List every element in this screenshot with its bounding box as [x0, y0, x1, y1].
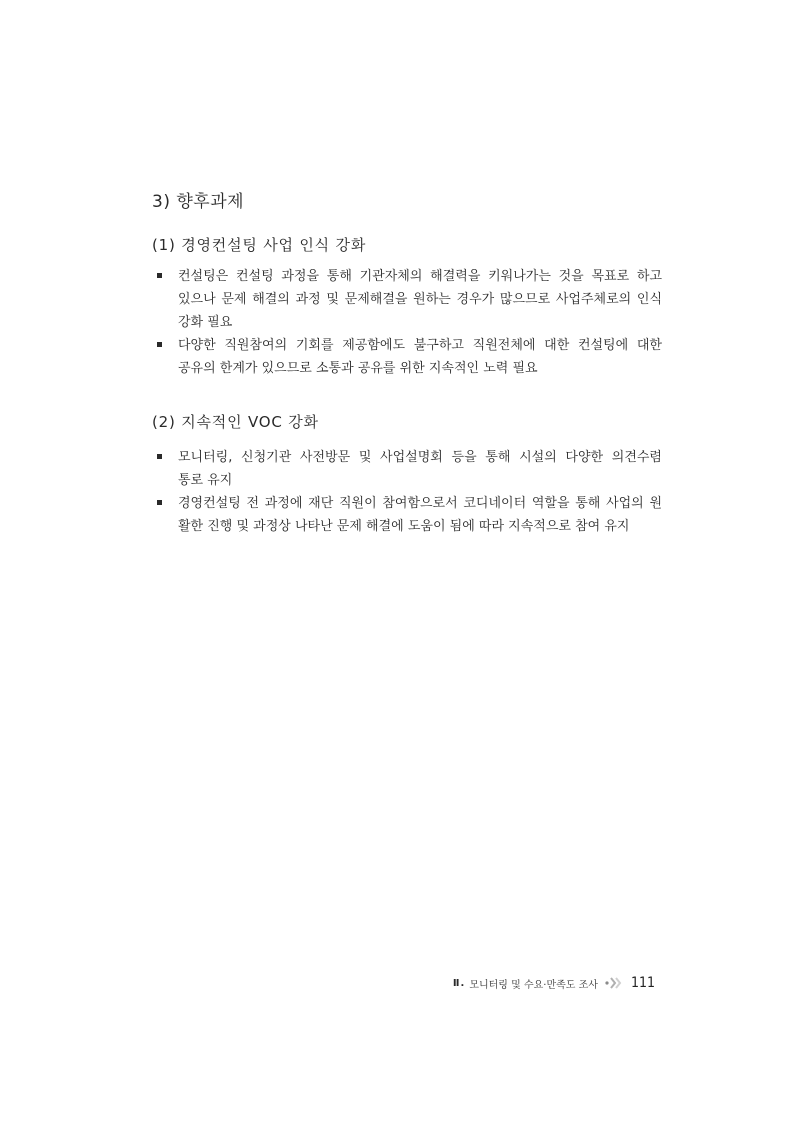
list-item-line: 활한 진행 및 과정상 나타난 문제 해결에 도움이 됨에 따라 지속적으로 참여 유지 — [178, 519, 630, 534]
list-item-line: 강화 필요 — [178, 315, 233, 330]
list-item-line: 공유의 한계가 있으므로 소통과 공유를 위한 지속적인 노력 필요 — [178, 361, 538, 376]
subsection-title: (2) 지속적인 VOC 강화 — [152, 413, 319, 431]
list-item — [152, 492, 662, 538]
page-number: 111 — [630, 975, 655, 991]
list-item — [152, 446, 662, 492]
section-title: 3) 향후과제 — [152, 192, 245, 212]
list-item-line: 통로 유지 — [178, 473, 233, 488]
bullet-icon — [157, 454, 162, 459]
double-chevron-right-icon — [604, 976, 624, 990]
bullet-list — [152, 446, 662, 538]
chapter-roman: Ⅱ. — [452, 977, 466, 989]
bullet-icon — [157, 273, 162, 278]
list-item — [152, 265, 662, 334]
list-item-line: 모니터링, 신청기관 사전방문 및 사업설명회 등을 통해 시설의 다양한 의견수렴 — [178, 450, 662, 465]
page-footer — [453, 972, 655, 994]
list-item — [152, 334, 662, 380]
list-item-line: 경영컨설팅 전 과정에 재단 직원이 참여함으로서 코디네이터 역할을 통해 사업의 원 — [178, 496, 662, 511]
subsection-title: (1) 경영컨설팅 사업 인식 강화 — [152, 236, 367, 254]
bullet-list — [152, 265, 662, 380]
list-item-line: 다양한 직원참여의 기회를 제공함에도 불구하고 직원전체에 대한 컨설팅에 대한 — [178, 338, 662, 353]
bullet-icon — [157, 342, 162, 347]
bullet-icon — [157, 500, 162, 505]
list-item-line: 컨설팅은 컨설팅 과정을 통해 기관자체의 해결력을 키워나가는 것을 목표로 하고 — [178, 269, 662, 284]
chapter-title: 모니터링 및 수요·만족도 조사 — [469, 979, 598, 991]
list-item-line: 있으나 문제 해결의 과정 및 문제해결을 원하는 경우가 많으므로 사업주체로의 인식 — [178, 292, 662, 307]
